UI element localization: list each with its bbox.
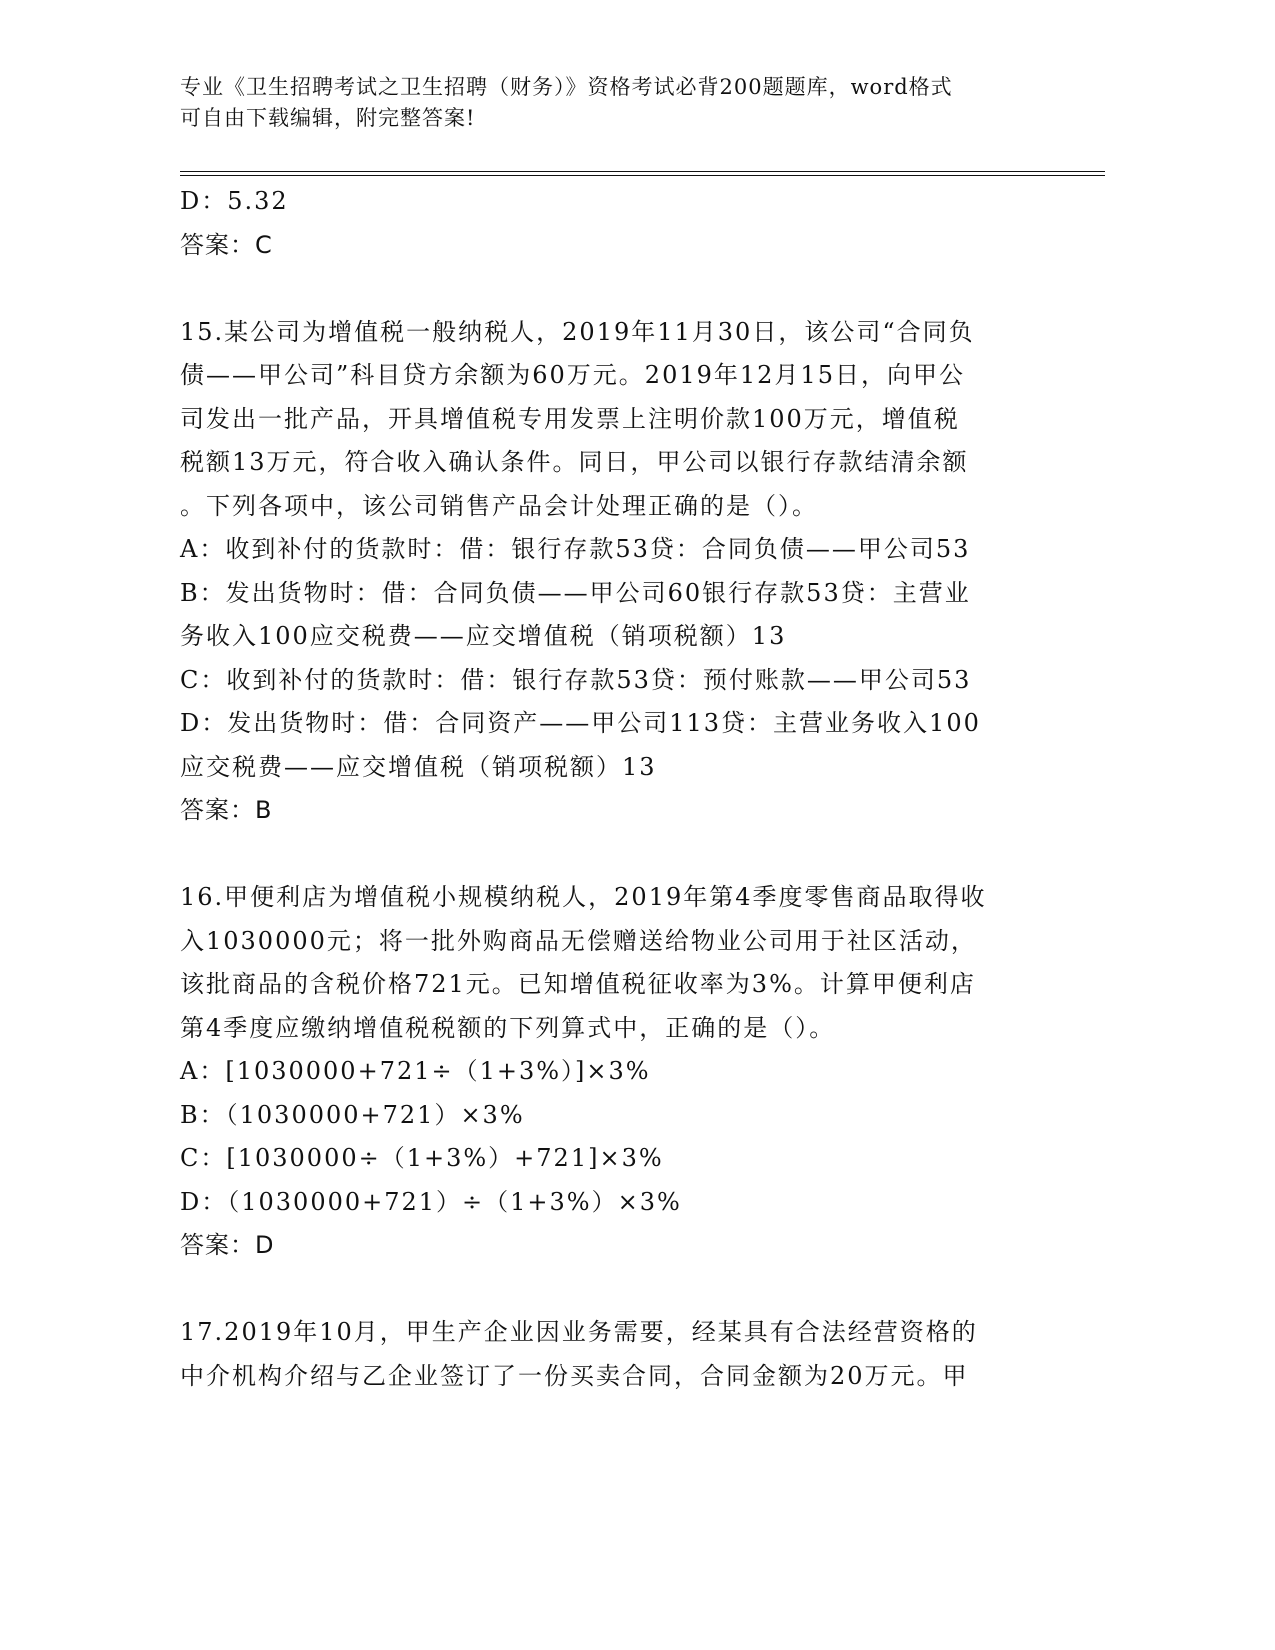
question-text-line: 15.某公司为增值税一般纳税人，2019年11月30日，该公司“合同负	[180, 317, 975, 346]
option-c: C：[1030000÷（1+3%）+721]×3%	[180, 1144, 664, 1172]
header-line-2: 可自由下载编辑，附完整答案!	[180, 106, 476, 130]
option-b: B：（1030000+721）×3%	[180, 1100, 525, 1129]
option-a: A：收到补付的货款时：借：银行存款53贷：合同负债——甲公司53	[180, 535, 971, 563]
question-text-line: 该批商品的含税价格721元。已知增值税征收率为3%。计算甲便利店	[180, 970, 976, 998]
section-gap	[180, 1268, 1040, 1312]
header-rule-top	[180, 171, 1105, 172]
question-16	[180, 876, 1040, 1268]
option-b: B：发出货物时：借：合同负债——甲公司60银行存款53贷：主营业	[180, 578, 971, 607]
document-header	[180, 72, 1040, 134]
q14-answer: 答案：C	[180, 230, 273, 259]
question-text-line: 债——甲公司”科目贷方余额为60万元。2019年12月15日，向甲公	[180, 361, 965, 389]
question-text-line: 入1030000元；将一批外购商品无偿赠送给物业公司用于社区活动，	[180, 926, 977, 955]
q16-answer: 答案：D	[180, 1231, 275, 1259]
option-a: A：[1030000+721÷（1+3%）]×3%	[180, 1057, 651, 1085]
question-text-line: 司发出一批产品，开具增值税专用发票上注明价款100万元，增值税	[180, 404, 960, 433]
option-d: D：（1030000+721）÷（1+3%）×3%	[180, 1187, 682, 1216]
option-c: C：收到补付的货款时：借：银行存款53贷：预付账款——甲公司53	[180, 665, 972, 694]
question-text-line: 中介机构介绍与乙企业签订了一份买卖合同，合同金额为20万元。甲	[180, 1361, 969, 1390]
q14-option-d: D：5.32	[180, 187, 289, 215]
header-rule-bottom	[180, 175, 1105, 176]
option-d: D：发出货物时：借：合同资产——甲公司113贷：主营业务收入100	[180, 709, 981, 737]
option-b-continued: 务收入100应交税费——应交增值税（销项税额）13	[180, 622, 787, 650]
question-text-line: 17.2019年10月，甲生产企业因业务需要，经某具有合法经营资格的	[180, 1318, 978, 1346]
question-text-line: 第4季度应缴纳增值税税额的下列算式中，正确的是（）。	[180, 1013, 836, 1042]
question-text-line: 。下列各项中，该公司销售产品会计处理正确的是（）。	[180, 491, 818, 520]
question-text-line: 税额13万元，符合收入确认条件。同日，甲公司以银行存款结清余额	[180, 448, 969, 476]
section-gap	[180, 833, 1040, 877]
question-17	[180, 1311, 1040, 1398]
header-line-1: 专业《卫生招聘考试之卫生招聘（财务）》资格考试必背200题题库，word格式	[180, 75, 953, 99]
section-gap	[180, 267, 1040, 311]
q15-answer: 答案：B	[180, 796, 273, 824]
document-body	[180, 180, 1040, 1398]
question-text-line: 16.甲便利店为增值税小规模纳税人，2019年第4季度零售商品取得收	[180, 883, 987, 911]
question-15	[180, 311, 1040, 833]
option-d-continued: 应交税费——应交增值税（销项税额）13	[180, 752, 657, 781]
